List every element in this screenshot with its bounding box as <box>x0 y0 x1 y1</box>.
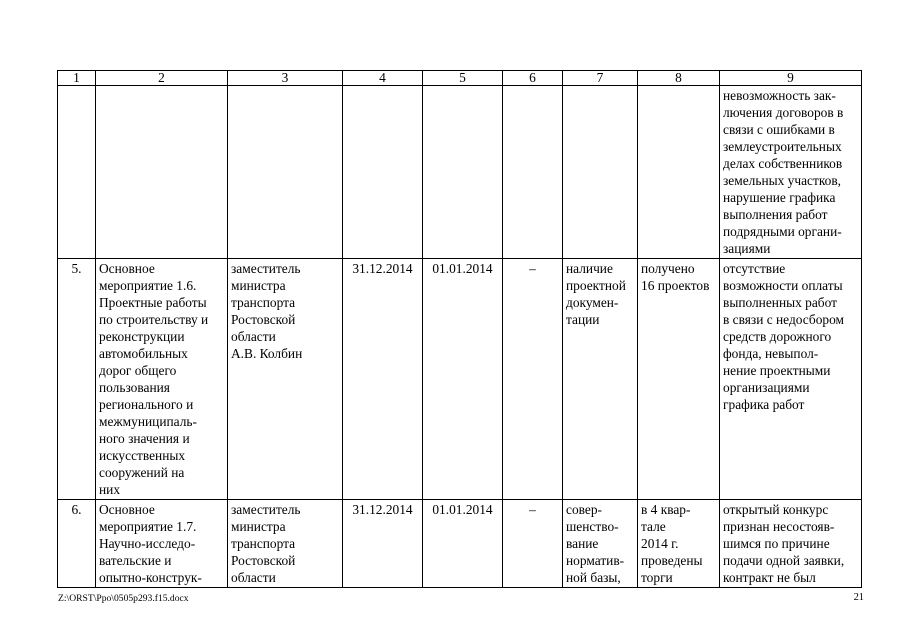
table-row <box>58 259 862 500</box>
column-number: 3 <box>228 71 343 86</box>
end-date: – <box>503 259 563 500</box>
measure-name <box>96 86 228 259</box>
actual-result: получено 16 проектов <box>638 259 720 500</box>
file-path: Z:\ORST\Ppo\0505p293.f15.docx <box>58 593 189 604</box>
end-date: – <box>503 500 563 588</box>
plan-date: 31.12.2014 <box>343 500 423 588</box>
responsible-person: заместитель министра транспорта Ростовской области А.В. Колбин <box>228 259 343 500</box>
end-date <box>503 86 563 259</box>
problems: отсутствие возможности оплаты выполненных работ в связи с недосбором средств дорожного фонда, невыпол- нение проектными организациями графика работ <box>720 259 862 500</box>
actual-result: в 4 квар- тале 2014 г. проведены торги <box>638 500 720 588</box>
start-date: 01.01.2014 <box>423 500 503 588</box>
expected-result: совер- шенство- вание норматив- ной базы, <box>563 500 638 588</box>
table-row <box>58 86 862 259</box>
plan-date: 31.12.2014 <box>343 259 423 500</box>
column-number: 1 <box>58 71 96 86</box>
problems: невозможность зак- лючения договоров в связи с ошибками в землеустроительных делах собственников земельных участков, нарушение графика выполнения работ подрядными органи- зациями <box>720 86 862 259</box>
start-date <box>423 86 503 259</box>
column-number: 5 <box>423 71 503 86</box>
responsible-person: заместитель министра транспорта Ростовской области <box>228 500 343 588</box>
expected-result <box>563 86 638 259</box>
column-number: 7 <box>563 71 638 86</box>
column-number-row <box>58 71 862 86</box>
column-number: 9 <box>720 71 862 86</box>
column-number: 8 <box>638 71 720 86</box>
table-row <box>58 500 862 588</box>
page-number: 21 <box>853 592 864 603</box>
expected-result: наличие проектной докумен- тации <box>563 259 638 500</box>
column-number: 4 <box>343 71 423 86</box>
report-table <box>57 70 862 588</box>
start-date: 01.01.2014 <box>423 259 503 500</box>
row-number: 5. <box>58 259 96 500</box>
actual-result <box>638 86 720 259</box>
plan-date <box>343 86 423 259</box>
row-number: 6. <box>58 500 96 588</box>
column-number: 2 <box>96 71 228 86</box>
problems: открытый конкурс признан несостояв- шимся по причине подачи одной заявки, контракт не был <box>720 500 862 588</box>
column-number: 6 <box>503 71 563 86</box>
responsible-person <box>228 86 343 259</box>
row-number <box>58 86 96 259</box>
measure-name: Основное мероприятие 1.6. Проектные работы по строительству и реконструкции автомобильных дорог общего пользования регионального и межмуниципаль- ного значения и искусственных сооружений на них <box>96 259 228 500</box>
measure-name: Основное мероприятие 1.7. Научно-исследо- вательские и опытно-конструк- <box>96 500 228 588</box>
